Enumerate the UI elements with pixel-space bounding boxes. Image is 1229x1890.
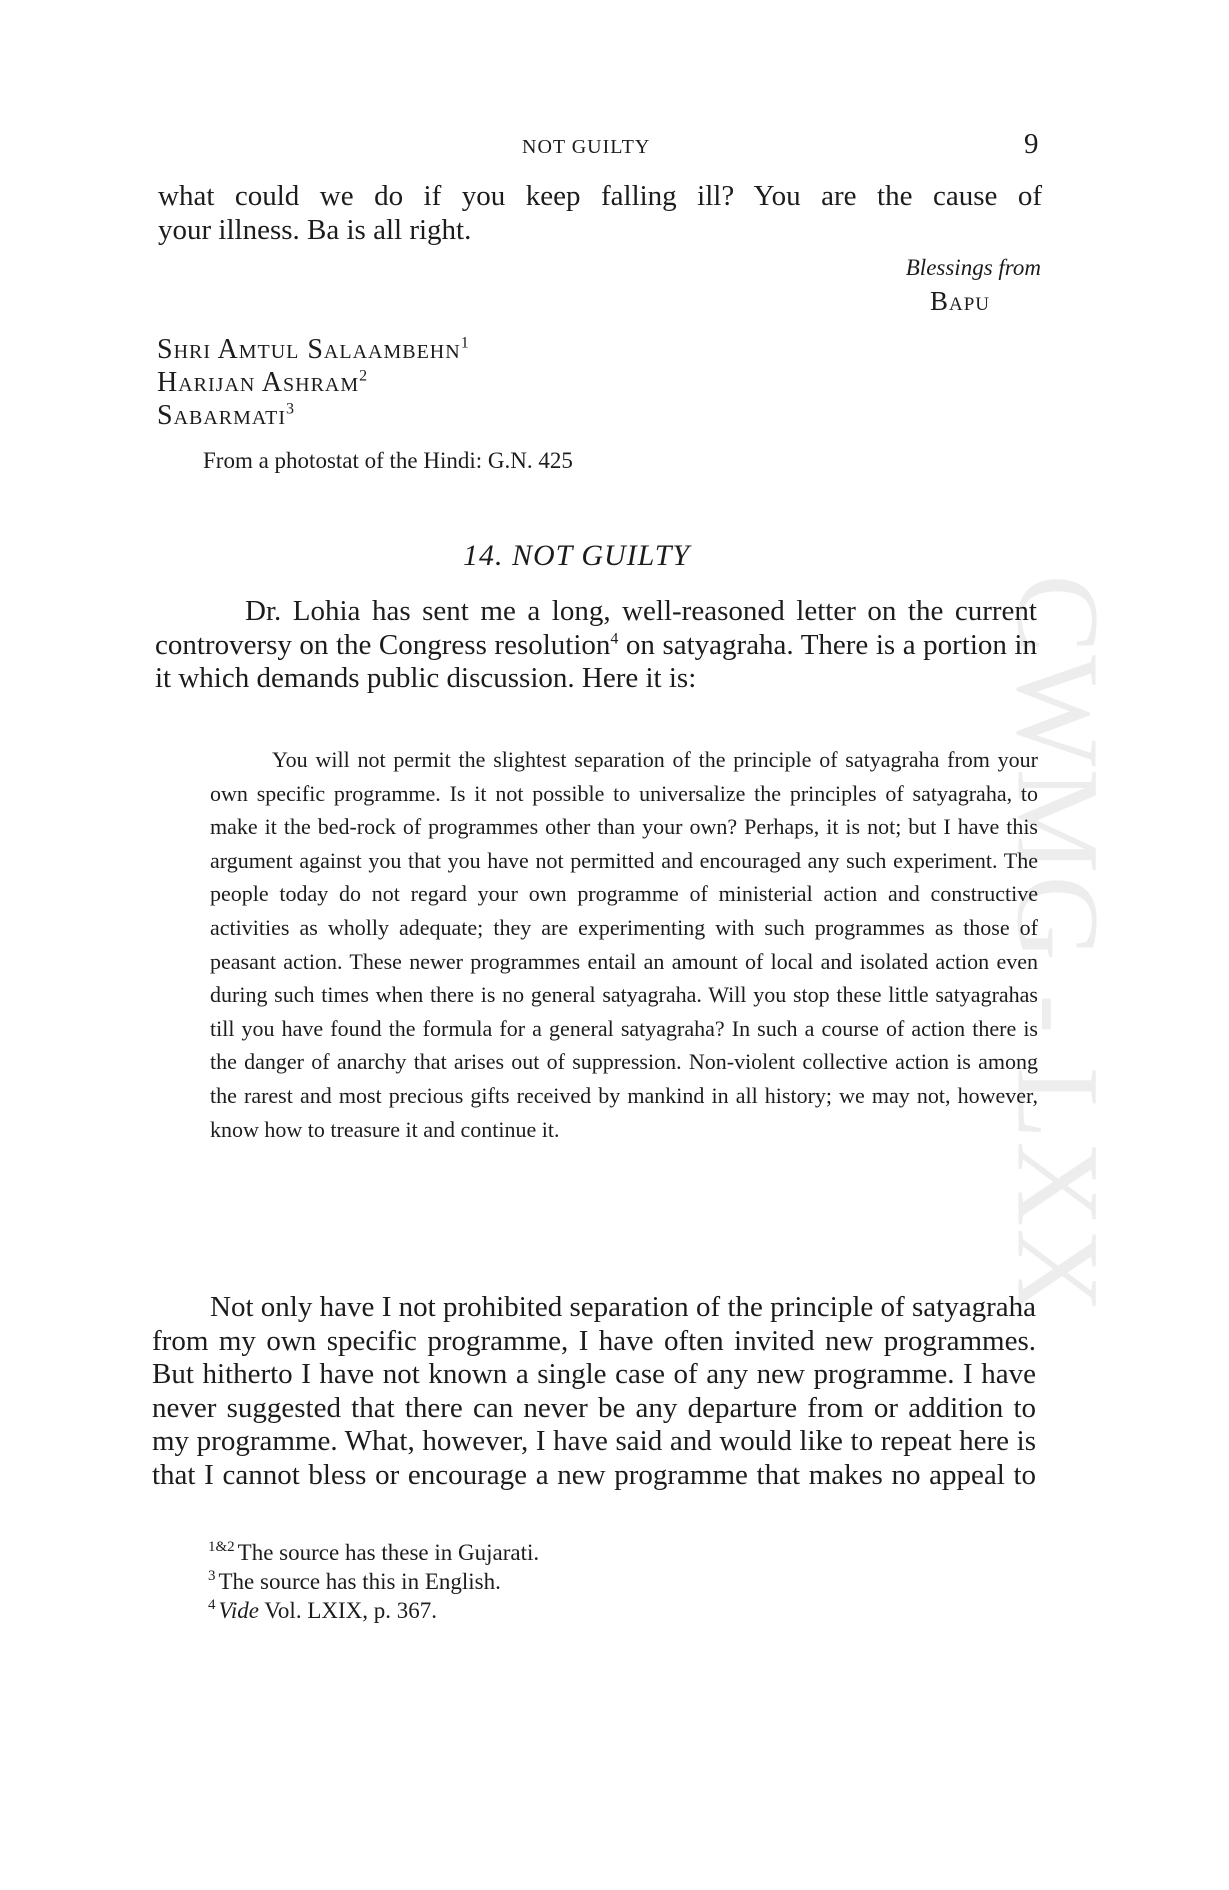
letter-line-2: your illness. Ba is all right. [158, 213, 472, 246]
footnote-ref: 4 [610, 629, 619, 647]
article-paragraph-1: Dr. Lohia has sent me a long, well-reasoned letter on the current controversy on the Congress resolution$^4$ on satyagraha. There is a portion in it which demands public discussion. Here it is: [155, 595, 1037, 694]
address-line-3: Sabarmati$^3$ [157, 400, 296, 431]
footnote-4: $^4$ Vide Vol. LXIX, p. 367. [208, 1597, 438, 1623]
footnotes [208, 1538, 539, 1625]
footnote-1: $^{1\&2}$ The source has these in Gujarati. [208, 1539, 540, 1565]
address-line-2: Harijan Ashram$^2$ [157, 367, 369, 398]
source-note: From a photostat of the Hindi: G.N. 425 [203, 448, 573, 473]
footnote-ref: 3 [286, 400, 296, 418]
running-head: NOT GUILTY [522, 136, 651, 158]
watermark-text: CWMG - LXX [993, 574, 1124, 1316]
address-block [157, 333, 470, 432]
footnote-ref: 1 [460, 334, 470, 352]
article-title: 14. NOT GUILTY [463, 539, 691, 572]
page-number: 9 [1024, 128, 1039, 160]
blessing: Blessings from [905, 255, 1041, 280]
footnote-3: $^3$ The source has this in English. [208, 1568, 501, 1594]
article-paragraph-2: Not only have I not prohibited separation of the principle of satyagraha from my own specific programme, I have often invited new programmes. But hitherto I have not known a single case of any new programme. I have never suggested that there can never be any departure from or addition to my programme. What, however, I have said and would like to repeat here is that I cannot bless or encourage a new programme that makes no appeal to [152, 1291, 1036, 1491]
footnote-ref: 2 [359, 367, 369, 385]
address-line-1: Shri Amtul Salaambehn$^1$ [157, 334, 470, 365]
signature: Bapu [930, 286, 991, 316]
block-quote: You will not permit the slightest separation of the principle of satyagraha from your own specific programme. Is it not possible to universalize the principles of satyagraha, to make it the bed-rock of programmes other than your own? Perhaps, it is not; but I have this argument against you that you have not permitted and encouraged any such experiment. The people today do not regard your own programme of ministerial action and constructive activities as wholly adequate; they are experimenting with such programmes as those of peasant action. These newer programmes entail an amount of local and isolated action even during such times when there is no general satyagraha. Will you stop these little satyagrahas till you have found the formula for a general satyagraha? In such a course of action there is the danger of anarchy that arises out of suppression. Non-violent collective action is among the rarest and most precious gifts received by mankind in all history; we may not, however, know how to treasure it and continue it. [210, 747, 1038, 1142]
letter-closing-text [158, 180, 1042, 247]
letter-line-1: what could we do if you keep falling ill? You are the cause of [158, 180, 1042, 212]
